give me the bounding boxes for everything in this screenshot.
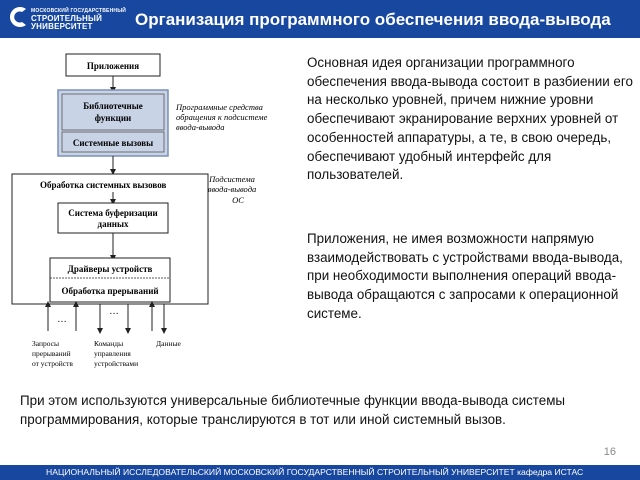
library-functions-box [62, 94, 164, 130]
subsystem-note-1: Подсистема [209, 174, 255, 184]
footer-text: НАЦИОНАЛЬНЫЙ ИССЛЕДОВАТЕЛЬСКИЙ МОСКОВСКИЙ ГОСУДАРСТВЕННЫЙ СТРОИТЕЛЬНЫЙ УНИВЕРСИТЕТ кафедра ИСТАС [46, 467, 584, 477]
io-architecture-diagram [6, 46, 306, 376]
library-functions-label-1: Библиотечные [83, 101, 143, 111]
label-commands-2: управления [94, 349, 131, 358]
logo-line-3: УНИВЕРСИТЕТ [31, 22, 93, 31]
label-data: Данные [156, 339, 181, 348]
software-note-3: ввода-вывода [176, 122, 225, 132]
paragraph-main-idea: Основная идея организации программного обеспечения ввода-вывода состоит в разбиении его на несколько уровней, причем нижние уровни обеспечивают экранирование верхних уровней от особенностей аппаратуры, а те, в свою очередь, обеспечивают удобный интерфейс для пользователей. [307, 55, 633, 183]
software-note-1: Программные средства [176, 102, 263, 112]
applications-label: Приложения [86, 61, 140, 71]
dots-left: … [57, 314, 67, 325]
university-logo-icon [6, 5, 28, 29]
university-logo-text [31, 7, 126, 31]
dots-right: … [109, 306, 119, 317]
syscall-handling-label: Обработка системных вызовов [40, 180, 167, 190]
label-commands-1: Команды [94, 339, 124, 348]
subsystem-note-2: ввода-вывода [207, 184, 257, 194]
header-bar [0, 0, 640, 38]
footer-bar [0, 465, 640, 480]
label-requests-3: от устройств [32, 359, 73, 368]
label-commands-3: устройствами [94, 359, 139, 368]
system-calls-label: Системные вызовы [72, 138, 154, 148]
software-note-2: обращения к подсистеме [176, 112, 268, 122]
paragraph-library-functions: При этом используются универсальные библиотечные функции ввода-вывода системы программирования, которые транслируются в тот или иной системный вызов. [20, 393, 566, 427]
buffering-label-2: данных [97, 219, 129, 229]
device-drivers-label: Драйверы устройств [67, 264, 153, 274]
logo-line-2: СТРОИТЕЛЬНЫЙ [31, 14, 103, 23]
subsystem-note-3: ОС [232, 195, 244, 205]
paragraph-applications: Приложения, не имея возможности напрямую взаимодействовать с устройствами ввода-вывода, при необходимости выполнения операций ввода-вывода обращаются с запросами к операционной системе. [307, 231, 623, 321]
logo-line-1: МОСКОВСКИЙ ГОСУДАРСТВЕННЫЙ [31, 8, 127, 14]
library-functions-label-2: функции [94, 113, 132, 123]
interrupt-handling-label: Обработка прерываний [61, 286, 159, 296]
page-number: 16 [603, 446, 616, 458]
label-requests-1: Запросы [32, 339, 60, 348]
label-requests-2: прерываний [32, 349, 71, 358]
buffering-label-1: Система буферизации [68, 208, 158, 218]
slide-title: Организация программного обеспечения ввода-вывода [135, 10, 611, 29]
